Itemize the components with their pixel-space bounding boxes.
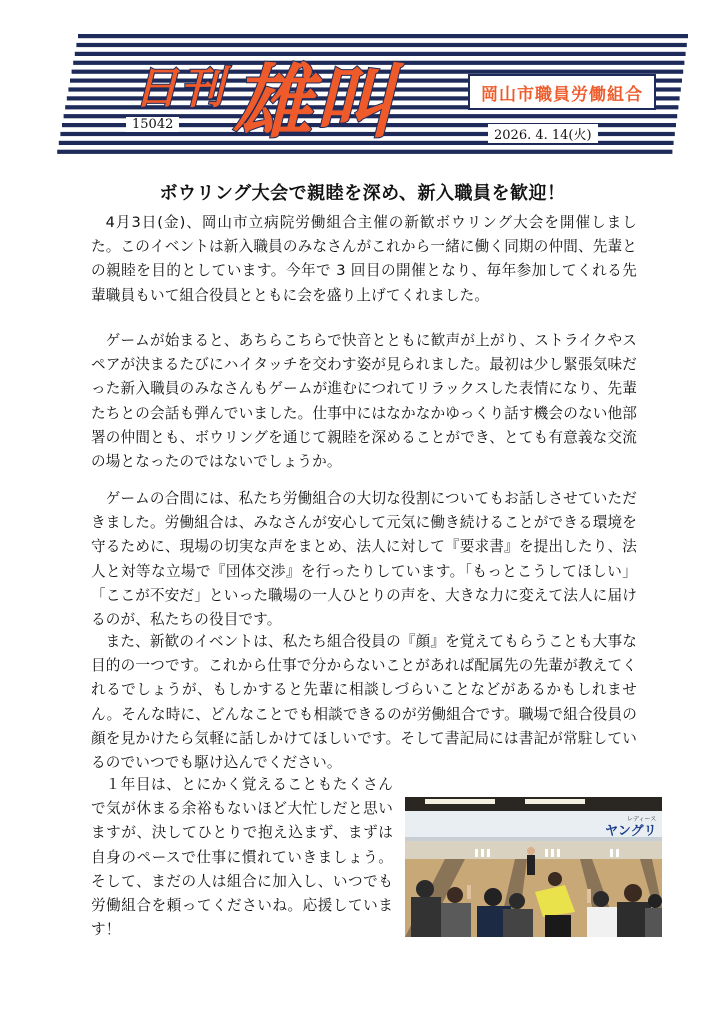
- bowling-event-photo: [405, 797, 662, 937]
- article-headline: ボウリング大会で親睦を深め、新入職員を歓迎！: [159, 183, 566, 204]
- photo-sign-text-large: ヤングリ: [605, 824, 657, 839]
- bowling-scene-illustration: [405, 797, 662, 937]
- masthead: [56, 32, 688, 156]
- issue-number: 15042: [126, 117, 179, 132]
- newsletter-title-main: 雄叫: [232, 56, 396, 149]
- union-name: 岡山市職員労働組合: [481, 84, 643, 105]
- article-paragraph-4: また、新歓のイベントは、私たち組合役員の『顔』を覚えてもらうことも大事な目的の一つです。これから仕事で分からないことがあれば配属先の先輩が教えてくれるでしょうが、もしかすると先輩に相談しづらいことなどがあるかもしれません。そんな時に、どんなことでも相談できるのが労働組合です。職場で組合役員の顔を見かけたら気軽に話しかけてほしいです。そして書記局には書記が常駐しているのでいつでも駆け込んでください。: [91, 633, 637, 772]
- issue-date: 2026. 4. 14(火): [488, 124, 598, 143]
- article-paragraph-5: １年目は、とにかく覚えることもたくさんで気が休まる余裕もないほど大忙しだと思いますが、決してひとりで抱え込まず、まずは自身のペースで仕事に慣れていきましょう。そして、まだの人は組合に加入し、いつでも労働組合を頼ってくださいね。応援しています！: [91, 776, 393, 939]
- article-paragraph-2: ゲームが始まると、あちらこちらで快音とともに歓声が上がり、ストライクやスペアが決まるたびにハイタッチを交わす姿が見られました。最初は少し緊張気味だった新入職員のみなさんもゲームが進むにつれてリラックスした表情になり、先輩たちとの会話も弾んでいました。仕事中にはなかなかゆっくり話す機会のない他部署の仲間とも、ボウリングを通じて親睦を深めることができ、とても有意義な交流の場となったのではないでしょうか。: [91, 332, 637, 471]
- newsletter-title-small: 日刊: [134, 63, 226, 114]
- newsletter-title: [134, 38, 396, 153]
- article-paragraph-1: 4月3日(金)、岡山市立病院労働組合主催の新歓ボウリング大会を開催しました。このイベントは新入職員のみなさんがこれから一緒に働く同期の仲間、先輩との親睦を目的としています。今年で 3 回目の開催となり、毎年参加してくれる先輩職員もいて組合役員とともに会を盛り上げてくれました。: [91, 214, 637, 304]
- union-name-box: [468, 74, 656, 110]
- photo-sign-text-small: レディース: [627, 816, 657, 823]
- article-paragraph-3: ゲームの合間には、私たち労働組合の大切な役割についてもお話しさせていただきました。労働組合は、みなさんが安心して元気に働き続けることができる環境を守るために、現場の切実な声をまとめ、法人に対して『要求書』を提出したり、法人と対等な立場で『団体交渉』を行ったりしています。「もっとこうしてほしい」「ここが不安だ」といった職場の一人ひとりの声を、大きな力に変えて法人に届けるのが、私たちの役目です。: [91, 490, 637, 629]
